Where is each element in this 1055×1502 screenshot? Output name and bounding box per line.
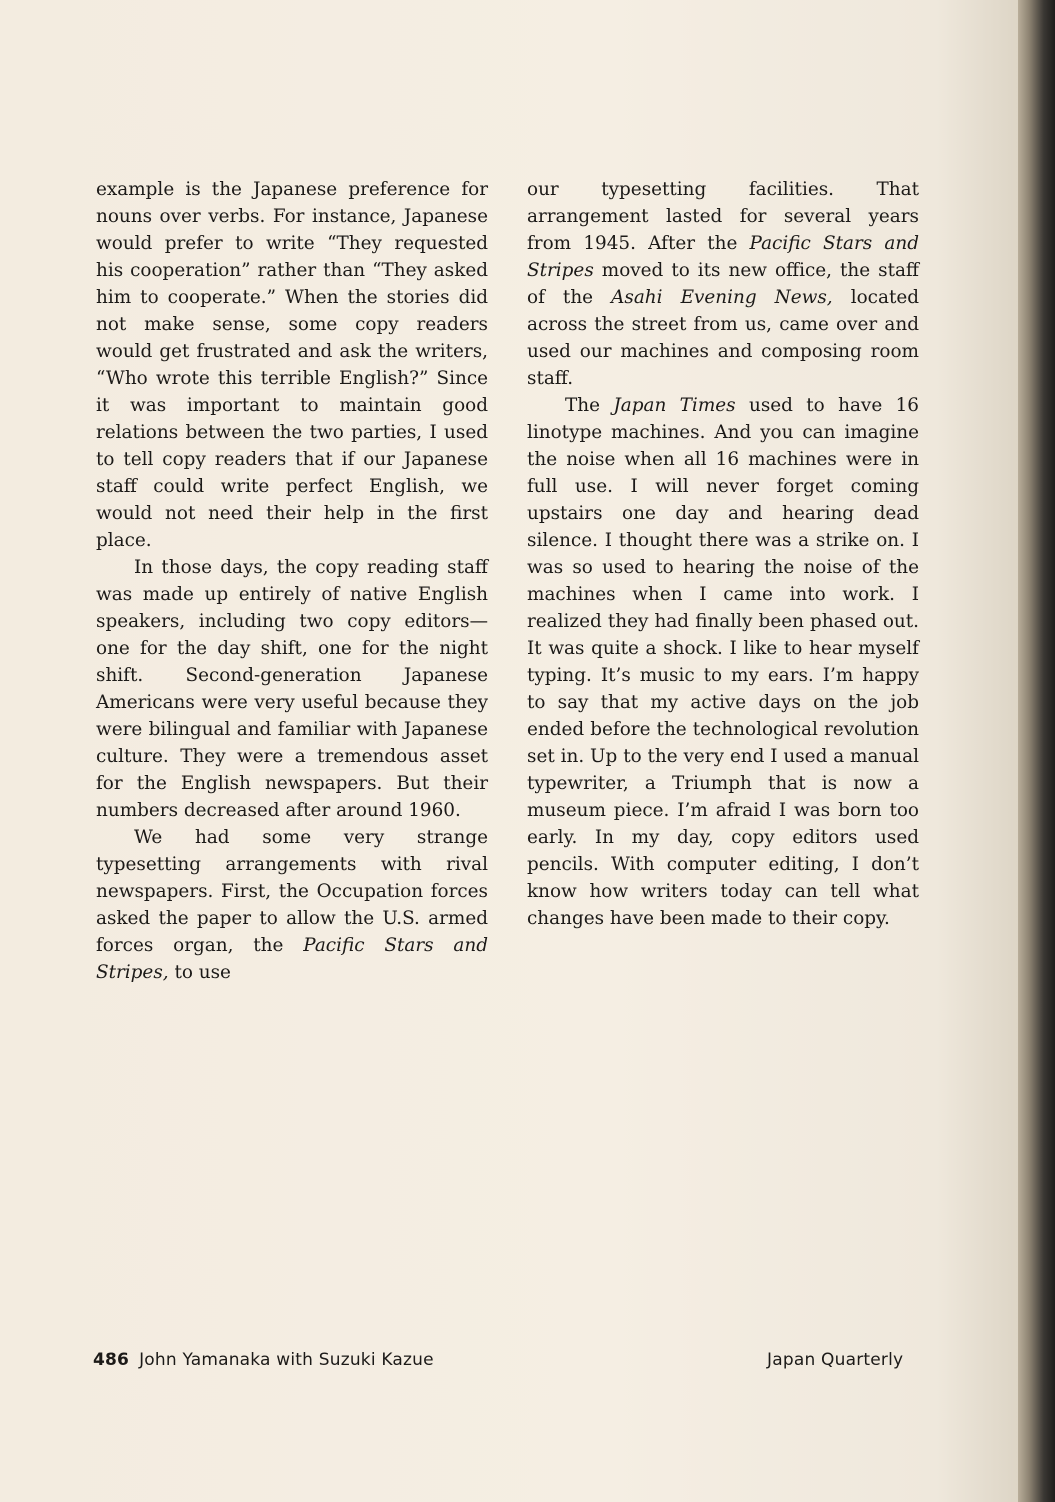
paragraph: [96, 824, 488, 986]
paragraph-text: to use: [168, 962, 231, 983]
right-text-column: [527, 176, 919, 932]
paragraph-text: We had some very strange typesetting arrangements with rival newspapers. First, the Occupation forces asked the paper to allow the U.S. armed forces organ, the: [96, 827, 488, 956]
publication-title: Japan Times: [613, 395, 736, 416]
paragraph-text: used to have 16 linotype machines. And you can imagine the noise when all 16 machines were in full use. I will never forget coming upstairs one day and hearing dead silence. I thought there was a strike on. I was so used to hearing the noise of the machines when I came into work. I realized they had finally been phased out. It was quite a shock. I like to hear myself typing. It’s music to my ears. I’m happy to say that my active days on the job ended before the technological revolution set in. Up to the very end I used a manual typewriter, a Triumph that is now a museum piece. I’m afraid I was born too early. In my day, copy editors used pencils. With computer editing, I don’t know how writers today can tell what changes have been made to their copy.: [527, 395, 919, 929]
paragraph: [527, 176, 919, 392]
paragraph: [96, 554, 488, 824]
page-number: 486: [93, 1350, 130, 1370]
paragraph-text: In those days, the copy reading staff was made up entirely of native English speakers, including two copy editors—one for the day shift, one for the night shift. Second-generation Japanese Americans were very useful because they were bilingual and familiar with Japanese culture. They were a tremendous asset for the English newspapers. But their numbers decreased after around 1960.: [96, 557, 488, 821]
paragraph-text: The: [565, 395, 614, 416]
running-footer-right: [767, 1350, 903, 1370]
paragraph-text: moved to its new office, the staff of the: [527, 260, 919, 308]
left-text-column: [96, 176, 488, 986]
book-binding-edge: [1018, 0, 1055, 1502]
footer-authors: John Yamanaka with Suzuki Kazue: [139, 1350, 434, 1370]
paragraph: [96, 176, 488, 554]
footer-publication: Japan Quarterly: [767, 1350, 904, 1370]
publication-title: Asahi Evening News,: [611, 287, 833, 308]
paragraph-text: located across the street from us, came over and used our machines and composing room staff.: [527, 287, 919, 389]
running-footer-left: [93, 1350, 434, 1370]
paragraph-text: our typesetting facilities. That arrangement lasted for several years from 1945. After the: [527, 179, 919, 254]
publication-title: Pacific Stars and Stripes,: [96, 935, 488, 983]
paragraph: [527, 392, 919, 932]
paragraph-text: example is the Japanese preference for nouns over verbs. For instance, Japanese would prefer to write “They requested his cooperation” rather than “They asked him to cooperate.” When the stories did not make sense, some copy readers would get frustrated and ask the writers, “Who wrote this terrible English?” Since it was important to maintain good relations between the two parties, I used to tell copy readers that if our Japanese staff could write perfect English, we would not need their help in the first place.: [96, 179, 488, 551]
publication-title: Pacific Stars and Stripes: [527, 233, 919, 281]
